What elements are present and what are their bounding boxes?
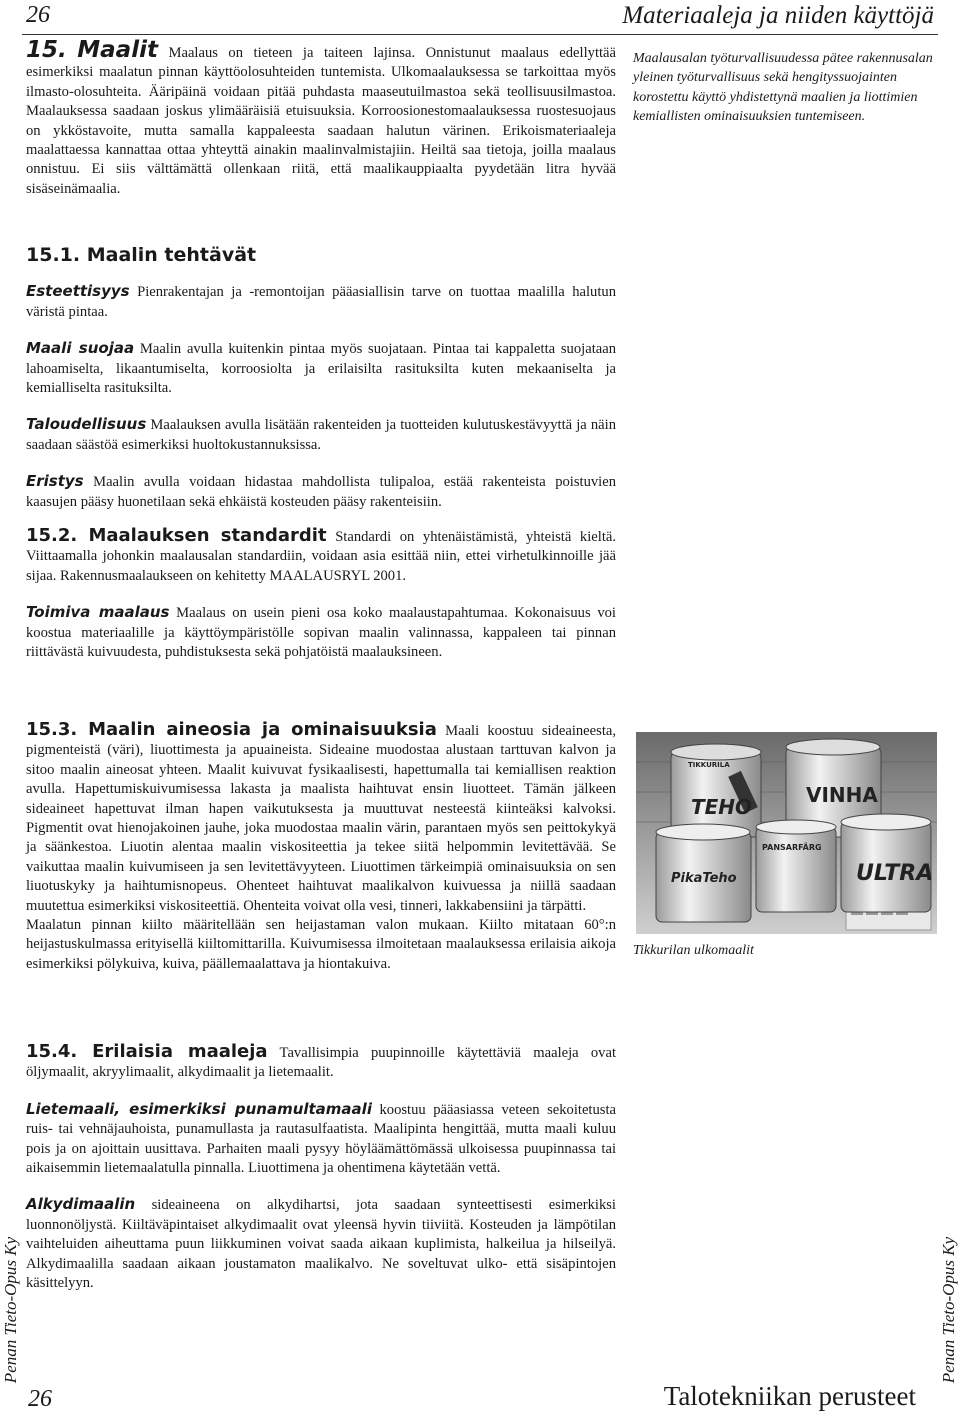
term-eristys: Eristys: [26, 472, 84, 491]
section-heading: 15.1. Maalin tehtävät: [26, 244, 257, 266]
can-label-ultra: ULTRA: [856, 861, 934, 886]
section-text: Standardi on yhtenäistämistä, yhteistä kieltä. Viittaamalla johonkin maalausalan standardiin, voidaan asia esittää niin, ettei virhetulkinnoille jää sijaa. Rakennusmaalaukseen on kehitetty MAALAUSRYL 2001.: [26, 529, 616, 584]
term-text: sideaineena on alkydihartsi, jota saadaan synteettisesti esimerkiksi luonnonöljystä. Kiiltäväpintaiset alkydimaalit ovat yleensä hyvin tiiviitä. Kosteuden ja lämpötilan vaihteluiden aiheuttama puun liikkuminen voivat saada aikaan kuplimista, halkeilua ja hilseilyä. Alkydimaalilla saadaan aikaan joustamaton maalikalvo. Ne soveltuvat ulko- että sisäpintojen käsittelyyn.: [26, 1197, 616, 1292]
term-text: Maalaus on usein pieni osa koko maalaustapahtumaa. Kokonaisuus voi koostua materiaalille ja käyttöympäristölle sopivan maalin valinnassa, kappaleen tai pinnan riittävästä kuivuudesta, puhdistuksesta sekä pohjatöistä maalauksineen.: [26, 605, 616, 661]
header-page-number: 26: [26, 2, 50, 28]
side-note: Maalausalan työturvallisuudessa pätee rakennusalan yleinen työturvallisuus sekä hengityssuojainten korostettu käyttö yhdistettynä maalien ja liottimien kemiallisten ominaisuuksien tuntemiseen.: [633, 51, 933, 125]
term-lietemaali: Lietemaali, esimerkiksi punamultamaali: [26, 1099, 372, 1118]
term-esteettisyys: Esteettisyys: [26, 282, 130, 301]
section-15-4: [26, 1042, 616, 1293]
section-heading: 15.3. Maalin aineosia ja ominaisuuksia: [26, 719, 437, 740]
footer-book-title: Talotekniikan perusteet: [663, 1381, 916, 1411]
section-15-1: [26, 246, 616, 512]
chapter-intro-text: Maalaus on tieteen ja taiteen lajinsa. Onnistunut maalaus edellyttää esimerkiksi maalatun pinnan käyttöolosuhteiden tuntemista. Ulkomaalauksessa se tarkoittaa myös ilmasto-olosuhteita. Ääripäinä voidaan pitää puhdasta maaseutuilmastoa sekä teollisuusilmastoa. Maalauksessa saadaan joskus ylimääräisiä etuisuuksia. Korroosionestomaalauksessa ruostesuojaus on ykköstavoite, mutta samalla kappaleesta saadaan halutun värinen. Erikoismateriaaleja maalattaessa kannattaa ottaa yhteyttä ainakin maalinvalmistajiin. Heiltä saa tietoja, joilla maalaus onnistuu. Ei siis välttämättä ollenkaan riitä, että maalikauppiaalta pyydetään litra hyvää sisäseinämaalia.: [26, 45, 617, 197]
chapter-number: 15.: [26, 37, 67, 63]
term-text: Maalin avulla voidaan hidastaa mahdollista tulipaloa, estää rakenteista poistuvien kaasujen pääsy huonetilaan sekä ehkäistä kosteuden pääsy rakenteisiin.: [26, 474, 616, 510]
term-text: koostuu pääasiassa veteen sekoitetusta ruis- tai vehnäjauhoista, punamullasta ja rautasulfaatista. Maalipinta hengittää, mutta maali kuluu pois ja on ajoittain uusittava. Parhaiten maali pysyy höyläämättömässä ulkoisessa puupinnassa tai aikaisemmin lietemaalatulla pinnalla. Liuottimena ja ohentimena käytetään vettä.: [26, 1101, 616, 1177]
vertical-label-left: Penan Tieto-Opus Ky: [1, 1236, 20, 1384]
header-rule: [22, 34, 938, 35]
can-label-teho: TEHO: [691, 795, 753, 819]
footer-page-number: 26: [28, 1386, 52, 1412]
can-label-pikateho: PikaTeho: [671, 871, 737, 886]
section-heading: 15.2. Maalauksen standardit: [26, 525, 327, 546]
term-alkydimaali: Alkydimaalin: [26, 1195, 136, 1214]
section-text: Tavallisimpia puupinnoille käytettäviä maaleja ovat öljymaalit, akryylimaalit, alkydimaalit ja lietemaalit.: [26, 1045, 617, 1081]
vertical-label-left-wrap: [0, 1200, 22, 1420]
section-heading: 15.4. Erilaisia maaleja: [26, 1041, 268, 1062]
term-text: Maalauksen avulla lisätään rakenteiden ja tuotteiden kulutuskestävyyttä ja näin saadaan säästöä esimerkiksi huoltokustannuksissa.: [26, 417, 616, 453]
can-brand-tikkurila: TIKKURILA: [688, 761, 730, 769]
term-toimiva-maalaus: Toimiva maalaus: [26, 603, 170, 622]
section-15-2: [26, 526, 616, 662]
vertical-label-right: Penan Tieto-Opus Ky: [939, 1236, 958, 1384]
term-text: Pienrakentajan ja -remontoijan pääasiallisin tarve on tuottaa maalilla halutun väristä pintaa.: [26, 284, 616, 320]
term-maali-suojaa: Maali suojaa: [26, 339, 135, 358]
term-taloudellisuus: Taloudellisuus: [26, 415, 147, 434]
chapter-intro: [26, 37, 617, 199]
section-text: Maali koostuu sideaineesta, pigmenteistä (väri), liuottimesta ja apuaineista. Sideaine muodostaa alustaan tarttuvan kalvon ja sitoo maalin aineosat yhteen. Maalit kuivuvat fysikaalisesti, hapettumalla tai kemiallisen reaktion avulla. Hapettumiskuivumisessa lakasta ja maalista haihtuvat ensin liuotteet. Tämän jälkeen sideaineet hapettuvat ilman hapen vaikutuksesta ja muuttuvat nesteestä kiinteäksi kalvoksi. Pigmentit ovat hienojakoinen jauhe, joka muodostaa maalin värin, parantaen myös sen peittokykyä ja säänkestoa. Liuotin alentaa maalin viskositeettia ja tekee siitä helpommin levitettävää. Se vaikuttaa maalin kuivumiseen ja sen levitettävyyteen. Liuottimen tärkeimpiä ominaisuuksia on sen liuotuskyky ja haihtumisnopeus. Ohenteet haihtuvat maalikalvon kuivuessa ja niillä saadaan muutettua esimerkiksi viskositeettiä. Ohenteita voivat olla vesi, tinneri, lakkabensiini ja tärpätti.: [26, 723, 616, 914]
chapter-title: Maalit: [77, 37, 158, 63]
can-label-pansarfarg: PANSARFÄRG: [762, 843, 822, 852]
paint-cans-photo: [636, 732, 937, 934]
term-text: Maalin avulla kuitenkin pintaa myös suojataan. Pintaa tai kappaletta suojataan lahoamiselta, likaantumiselta, korroosiolta ja erilaisilta rasituksilta kuten mekaaniselta ja kemialliselta rasituksilta.: [26, 341, 616, 397]
can-label-vinha: VINHA: [806, 783, 878, 807]
photo-caption: Tikkurilan ulkomaalit: [633, 943, 754, 958]
vertical-label-right-wrap: [938, 1200, 960, 1420]
section-text-2: Maalatun pinnan kiilto määritellään sen heijastaman valon mukaan. Kiilto mitataan 60°:n heijastuskulmassa erityisellä kiiltomittarilla. Kuivumisessa ilmoitetaan maalauksessa erilaisia aikoja esimerkiksi pölykuiva, kuiva, päällemaalattava ja hiontakuiva.: [26, 917, 616, 972]
running-title: Materiaaleja ja niiden käyttöjä: [622, 2, 934, 29]
section-15-3: [26, 720, 616, 974]
